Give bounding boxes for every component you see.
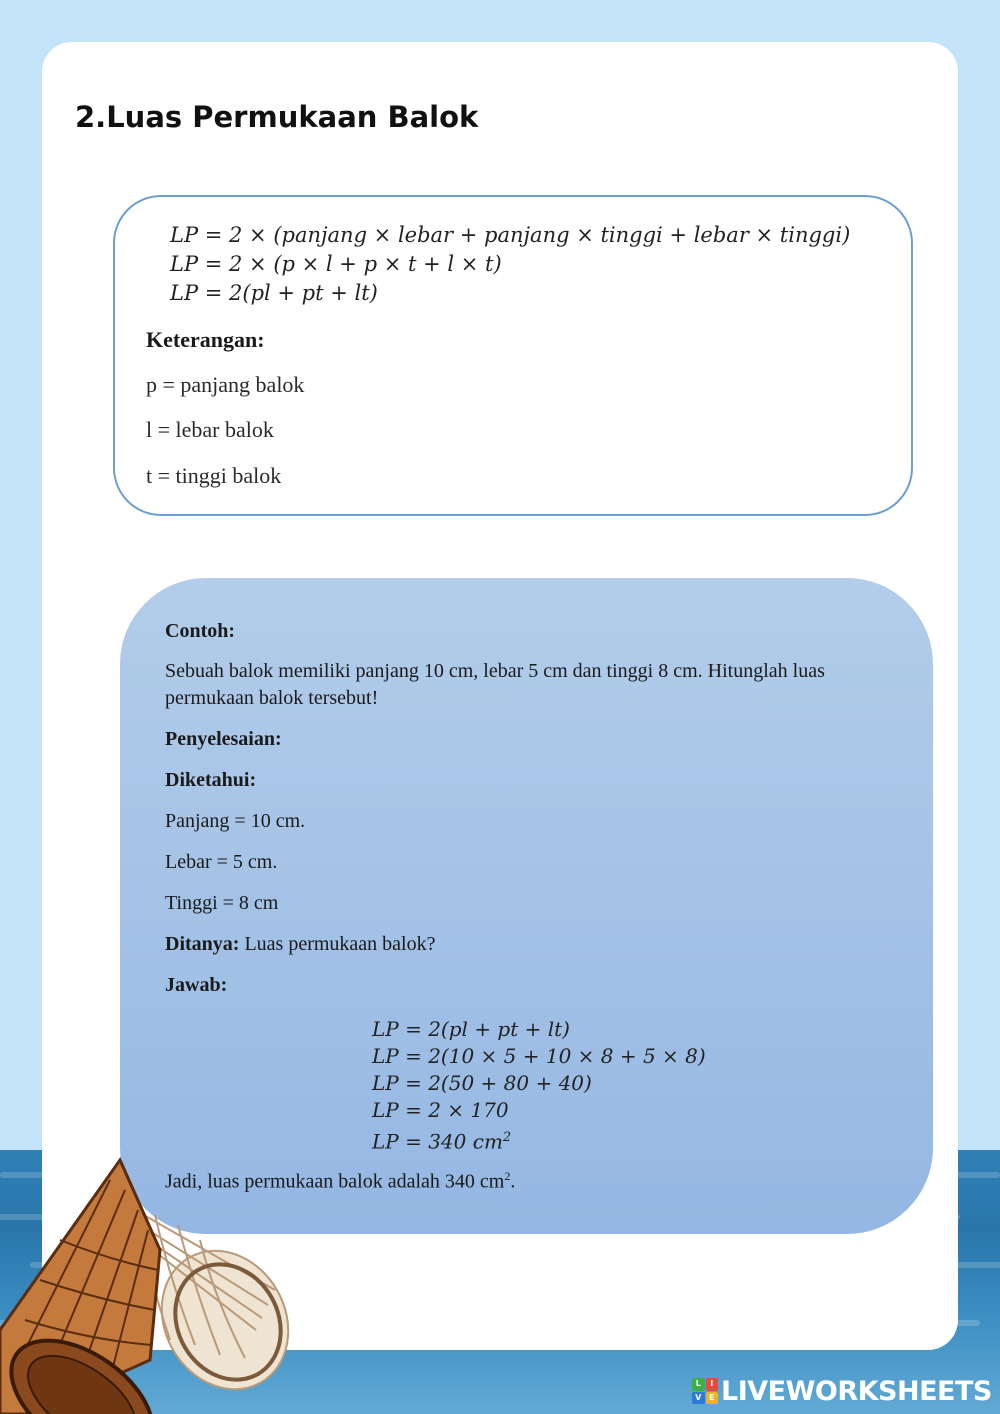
question-line: Sebuah balok memiliki panjang 10 cm, lebar 5 cm dan tinggi 8 cm. Hitunglah luas <box>165 660 825 682</box>
solution-step: LP = 2(pl + pt + lt) <box>372 1017 570 1041</box>
formula-box <box>113 195 913 516</box>
brown-fish-trap <box>0 1160 174 1414</box>
penyelesaian-heading: Penyelesaian: <box>165 728 282 750</box>
known-item: Panjang = 10 cm. <box>165 810 306 832</box>
formula-line: LP = 2 × (panjang × lebar + panjang × tinggi + lebar × tinggi) <box>170 223 851 247</box>
contoh-title: Contoh: <box>165 620 236 642</box>
jawab-heading: Jawab: <box>165 974 228 996</box>
ditanya-line: Ditanya: Luas permukaan balok? <box>165 933 436 955</box>
keterangan-title: Keterangan: <box>146 327 265 352</box>
logo-mark-icon: L I V E <box>692 1378 718 1404</box>
solution-step: LP = 2(50 + 80 + 40) <box>372 1071 592 1095</box>
solution-step: LP = 2(10 × 5 + 10 × 8 + 5 × 8) <box>372 1044 706 1068</box>
formula-line: LP = 2(pl + pt + lt) <box>170 281 378 305</box>
diketahui-heading: Diketahui: <box>165 769 257 791</box>
solution-step-final: LP = 340 $cm^2$ <box>372 1129 512 1154</box>
keterangan-item: l = lebar balok <box>146 417 274 442</box>
light-fish-trap <box>135 1210 300 1412</box>
formula-lines <box>170 221 850 308</box>
brand-name: LIVEWORKSHEETS <box>721 1375 992 1407</box>
fish-trap-illustration <box>0 1130 300 1414</box>
known-item: Tinggi = 8 cm <box>165 892 279 914</box>
formula-line: LP = 2 × (p × l + p × t + l × t) <box>170 252 502 276</box>
liveworksheets-logo[interactable] <box>692 1374 992 1408</box>
solution-steps <box>372 1016 706 1156</box>
question-text <box>165 658 905 712</box>
question-line: permukaan balok tersebut! <box>165 687 379 709</box>
page-title: 2.Luas Permukaan Balok <box>75 100 479 134</box>
conclusion-text: Jadi, luas permukaan balok adalah 340 $cm^2$. <box>165 1169 516 1193</box>
keterangan-item: p = panjang balok <box>146 372 305 397</box>
solution-step: LP = 2 × 170 <box>372 1098 509 1122</box>
keterangan-item: t = tinggi balok <box>146 463 282 488</box>
known-item: Lebar = 5 cm. <box>165 851 278 873</box>
